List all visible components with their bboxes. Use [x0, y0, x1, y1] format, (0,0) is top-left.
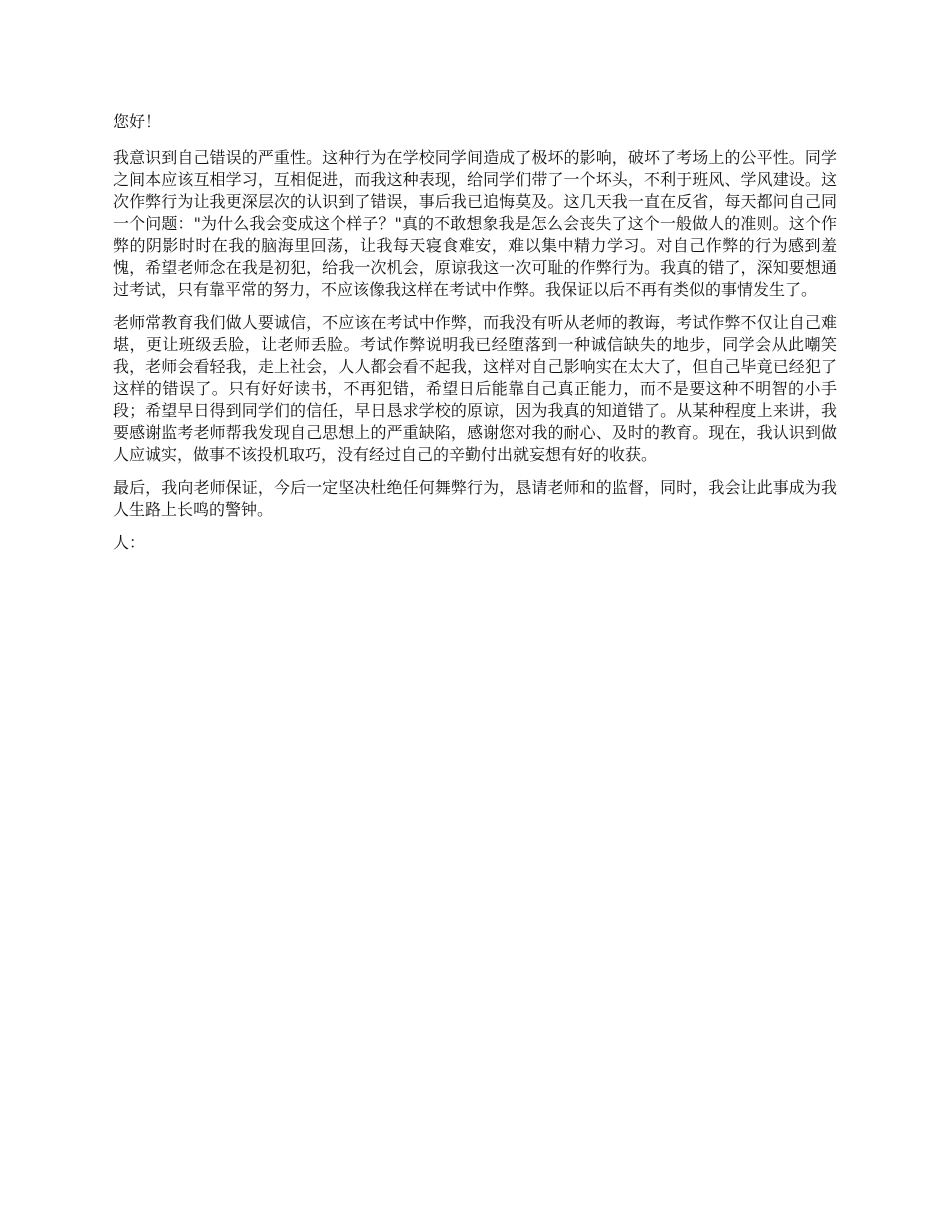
signature-line: 人： [113, 533, 146, 552]
greeting: 您好！ [113, 112, 162, 131]
body-paragraph-3: 最后，我向老师保证，今后一定坚决杜绝任何舞弊行为，恳请老师和的监督，同时，我会让此事成为我人生路上长鸣的警钟。 [113, 478, 837, 519]
body-paragraph-2: 老师常教育我们做人要诚信，不应该在考试中作弊，而我没有听从老师的教诲，考试作弊不仅让自己难堪，更让班级丢脸，让老师丢脸。考试作弊说明我已经堕落到一种诚信缺失的地步，同学会从此嘲笑我，老师会看轻我，走上社会，人人都会看不起我，这样对自己影响实在太大了，但自己毕竟已经犯了这样的错误了。只有好好读书，不再犯错，希望日后能靠自己真正能力，而不是要这种不明智的小手段；希望早日得到同学们的信任，早日恳求学校的原谅，因为我真的知道错了。从某种程度上来讲，我要感谢监考老师帮我发现自己思想上的严重缺陷，感谢您对我的耐心、及时的教育。现在，我认识到做人应诚实，做事不该投机取巧，没有经过自己的辛勤付出就妄想有好的收获。 [113, 313, 837, 464]
body-paragraph-1: 我意识到自己错误的严重性。这种行为在学校同学间造成了极坏的影响，破坏了考场上的公平性。同学之间本应该互相学习，互相促进，而我这种表现，给同学们带了一个坏头，不利于班风、学风建设。这次作弊行为让我更深层次的认识到了错误，事后我已追悔莫及。这几天我一直在反省，每天都问自己同一个问题："为什么我会变成这个样子？"真的不敢想象我是怎么会丧失了这个一般做人的准则。这个作弊的阴影时时在我的脑海里回荡，让我每天寝食难安，难以集中精力学习。对自己作弊的行为感到羞愧，希望老师念在我是初犯，给我一次机会，原谅我这一次可耻的作弊行为。我真的错了，深知要想通过考试，只有靠平常的努力，不应该像我这样在考试中作弊。我保证以后不再有类似的事情发生了。 [113, 148, 837, 299]
document-page [113, 111, 837, 554]
